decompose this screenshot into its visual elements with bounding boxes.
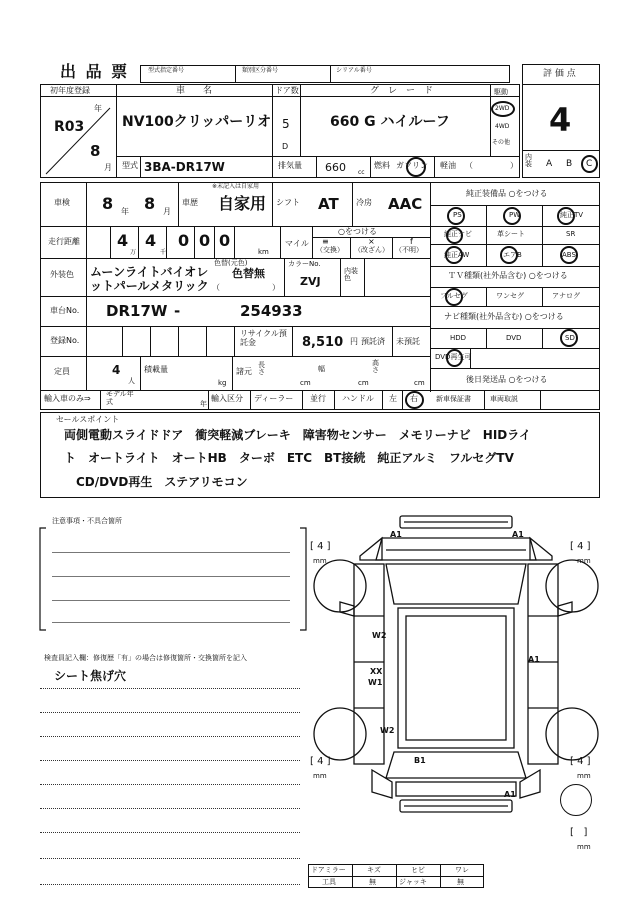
- shaken-month: 8: [144, 194, 156, 213]
- mileage-digit-4: 0: [199, 231, 211, 250]
- drive-2wd: 2WD: [495, 105, 510, 112]
- equip-pw: PW: [509, 211, 521, 219]
- diagram-mark-7: W2: [380, 726, 395, 735]
- selling-points-line2: ト オートライト オートHB ターボ ETC BT接続 純正アルミ フルセグTV: [64, 451, 514, 465]
- equip-navi-circle: [446, 227, 463, 244]
- shift-value: AT: [318, 195, 339, 213]
- fuel-gasoline-circle: [406, 157, 426, 177]
- displacement-label: 排気量: [278, 161, 302, 170]
- equip-aw-circle: [445, 246, 463, 264]
- car-diagram: [300, 512, 610, 822]
- grade-label: 評 価 点: [543, 69, 576, 79]
- diagram-mark-9: A1: [504, 790, 516, 799]
- equip-navi: 純正ナビ: [444, 230, 472, 238]
- equip-abs: ABS: [562, 251, 576, 259]
- inspector-label: 検査員記入欄：修復歴「有」の場合は修復箇所・交換箇所を記入: [44, 654, 247, 662]
- equipment-title: 純正装備品 ○をつける: [466, 189, 548, 198]
- attention-label: 注意事項・不具合箇所: [52, 517, 122, 525]
- first-reg-label: 初年度登録: [50, 86, 90, 95]
- diagram-mark-5: XX: [370, 667, 383, 676]
- first-reg-month: 8: [90, 142, 101, 160]
- car-name-label: 車 名: [176, 86, 213, 96]
- spare-tire-depth: [ ]: [570, 827, 588, 838]
- spare-tire-circle: [560, 784, 592, 816]
- equip-ps-circle: [447, 207, 465, 225]
- mileage-digit-3: 0: [178, 231, 190, 250]
- diagram-mark-6: W1: [368, 678, 383, 687]
- tv-title: ＴＶ種類(社外品含む) ○をつける: [448, 271, 568, 280]
- serial-label: シリアル番号: [336, 67, 372, 74]
- equip-tv-circle: [557, 207, 575, 225]
- color-change: 色替無: [232, 267, 265, 280]
- equip-tv: 純正TV: [560, 211, 584, 219]
- tire-rl-depth: [ 4 ]: [310, 756, 331, 767]
- grade-value: 4: [549, 101, 572, 139]
- drive-label: 駆動: [494, 88, 508, 96]
- first-reg-year: R03: [54, 119, 85, 135]
- color-no: ZVJ: [300, 275, 321, 288]
- dvd-play: DVD再生可: [435, 353, 472, 361]
- tire-fr-depth: [ 4 ]: [570, 541, 591, 552]
- selling-points-label: セールスポイント: [56, 415, 120, 424]
- fuel-label: 燃料: [374, 161, 390, 170]
- color-name-line1: ムーンライトバイオレ: [90, 265, 209, 279]
- equip-leather: 革シート: [497, 230, 525, 238]
- chassis-no: 254933: [240, 302, 303, 320]
- model-value: 3BA-DR17W: [144, 160, 225, 174]
- history-value: 自家用: [218, 194, 267, 213]
- mileage-digit-5: 0: [219, 231, 231, 250]
- tire-rr-depth: [ 4 ]: [570, 756, 591, 767]
- inspector-note: シート焦げ穴: [54, 669, 127, 683]
- equip-ps: PS: [453, 211, 462, 219]
- handle-right-circle: [405, 391, 424, 409]
- equip-airbag-circle: [500, 246, 518, 264]
- diagram-mark-8: B1: [414, 756, 426, 765]
- diagram-mark-2: A1: [512, 530, 524, 539]
- navi-title: ナビ種類(社外品含む) ○をつける: [444, 312, 564, 321]
- navi-sd-circle: [560, 329, 578, 347]
- doors-label: ドア数: [275, 86, 299, 95]
- type-cert-label: 型式指定番号: [148, 67, 185, 74]
- equip-airbag: エアB: [503, 251, 522, 259]
- tv-fullseg: フルセグ: [440, 292, 468, 300]
- later-title: 後日発送品 ○をつける: [466, 375, 548, 384]
- fuel-gasoline: ガソリン: [396, 161, 428, 170]
- doors-value: 5: [282, 117, 290, 131]
- diagram-mark-3: W2: [372, 631, 387, 640]
- color-name-line2: ットパールメタリック: [90, 279, 209, 293]
- diagram-mark-1: A1: [390, 530, 402, 539]
- shaken-year: 8: [102, 194, 114, 213]
- mileage-digit-2: 4: [145, 231, 157, 250]
- ac-value: AAC: [388, 195, 423, 213]
- grade-name-label: グ レ ー ド: [370, 86, 434, 96]
- interior-c-circle: [581, 155, 598, 173]
- car-name: NV100クリッパーリオ: [122, 114, 272, 130]
- capacity-value: 4: [112, 363, 121, 377]
- attention-brackets: [38, 526, 310, 636]
- selling-points-line1: 両側電動スライドドア 衝突軽減ブレーキ 障害物センサー メモリーナビ HIDライ: [64, 428, 531, 442]
- mileage-digit-1: 4: [117, 231, 129, 250]
- selling-points-line3: CD/DVD再生 ステアリモコン: [76, 475, 248, 489]
- equip-pw-circle: [503, 207, 521, 225]
- displacement-value: 660: [325, 161, 346, 174]
- chassis-prefix: DR17W: [106, 302, 168, 320]
- dvd-play-circle: [446, 349, 463, 367]
- drive-2wd-circle: [491, 101, 515, 117]
- recycle-amount: 8,510: [302, 335, 344, 350]
- category-label: 類別区分番号: [242, 67, 279, 74]
- tire-fl-depth: [ 4 ]: [310, 541, 331, 552]
- tv-fullseg-circle: [445, 288, 463, 306]
- equip-sr: SR: [566, 230, 576, 238]
- header-code-strip: [140, 65, 510, 83]
- navi-sd: SD: [565, 334, 575, 342]
- diagram-mark-4: A1: [528, 655, 540, 664]
- model-label: 型式: [122, 161, 138, 170]
- grade-name: 660 G ハイルーフ: [330, 114, 450, 130]
- form-title: 出 品 票: [60, 62, 130, 81]
- equip-abs-circle: [560, 246, 578, 264]
- equip-aw: 純正AW: [444, 251, 470, 259]
